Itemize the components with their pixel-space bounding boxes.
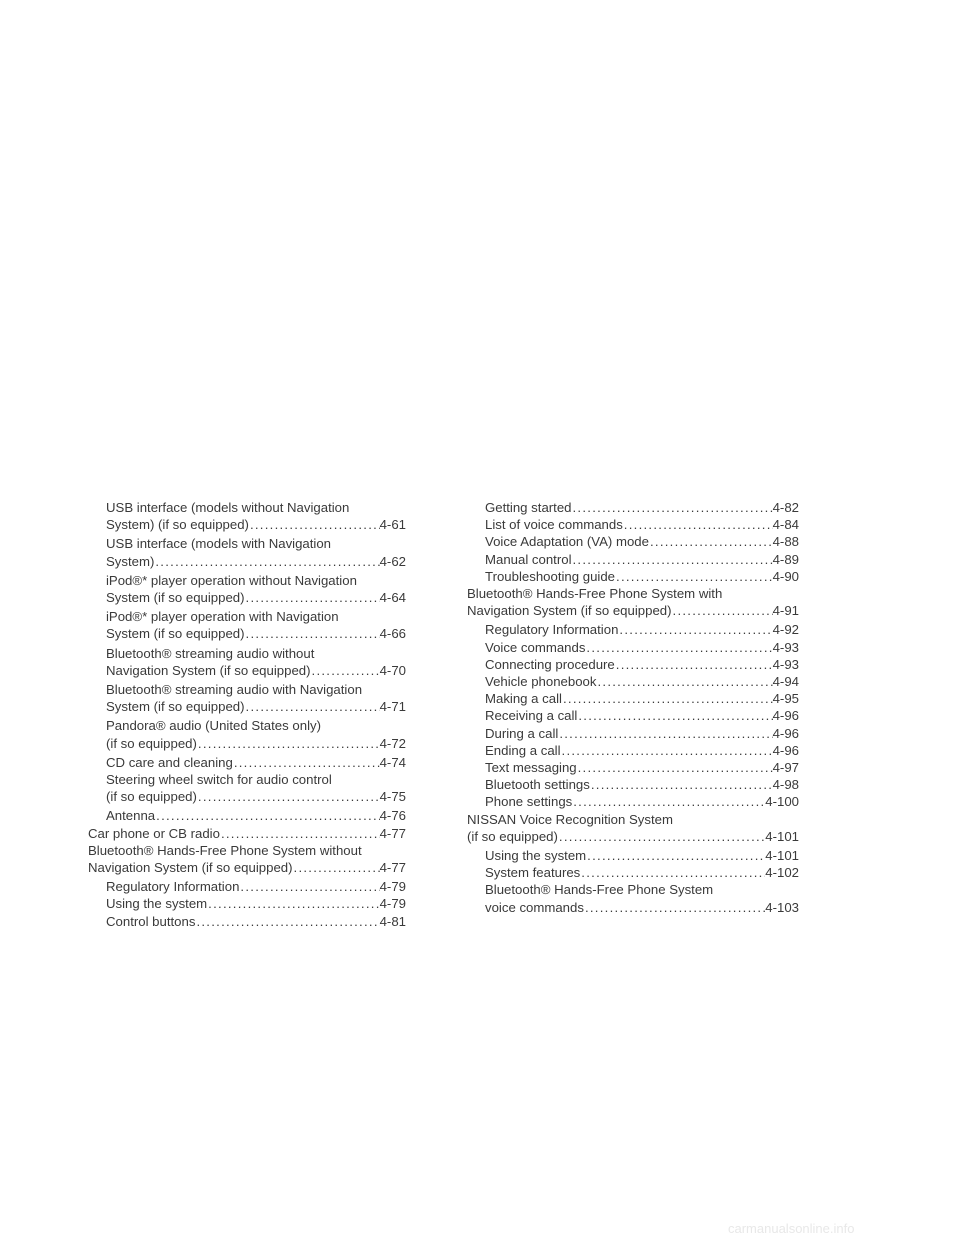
toc-page-number: 4-92: [772, 622, 799, 638]
toc-page-number: 4-77: [379, 860, 406, 876]
toc-entry-title-line: Pandora® audio (United States only): [106, 718, 321, 734]
toc-entry[interactable]: [88, 645, 406, 679]
dot-leader: [584, 899, 765, 916]
toc-entry-title: System): [106, 553, 155, 569]
toc-entry-title: System (if so equipped): [106, 699, 245, 715]
toc-entry[interactable]: [88, 535, 406, 569]
toc-page-number: 4-89: [772, 551, 799, 567]
toc-entry-title: Voice Adaptation (VA) mode: [485, 534, 649, 550]
toc-entry[interactable]: [88, 717, 406, 751]
toc-entry-title: Ending a call: [485, 742, 561, 758]
dot-leader: [572, 793, 765, 810]
toc-entry-title-line: Bluetooth® Hands-Free Phone System without: [88, 842, 362, 858]
toc-page-number: 4-62: [379, 553, 406, 569]
toc-entry[interactable]: [467, 585, 799, 619]
toc-entry[interactable]: [88, 842, 406, 876]
toc-entry[interactable]: [467, 759, 799, 776]
toc-entry-title: System) (if so equipped): [106, 517, 249, 533]
toc-entry-title-line: Bluetooth® streaming audio without: [106, 645, 315, 661]
dot-leader: [615, 656, 773, 673]
toc-entry[interactable]: [88, 913, 406, 930]
toc-entry[interactable]: [467, 707, 799, 724]
toc-entry-title: Car phone or CB radio: [88, 825, 220, 841]
toc-entry[interactable]: [88, 754, 406, 771]
dot-leader: [245, 589, 380, 606]
dot-leader: [293, 859, 380, 876]
dot-leader: [197, 735, 380, 752]
toc-entry-title-line: Bluetooth® Hands-Free Phone System: [485, 882, 714, 898]
toc-entry[interactable]: [467, 811, 799, 845]
toc-page-number: 4-90: [772, 568, 799, 584]
dot-leader: [572, 551, 773, 568]
toc-entry-title-line: Bluetooth® streaming audio with Navigation: [106, 682, 363, 698]
toc-entry[interactable]: [467, 725, 799, 742]
toc-entry-title: Making a call: [485, 691, 562, 707]
toc-page-number: 4-103: [765, 899, 799, 915]
toc-page-number: 4-61: [379, 517, 406, 533]
dot-leader: [649, 533, 773, 550]
toc-entry-title-line: USB interface (models with Navigation: [106, 536, 332, 552]
toc-entry-title: Navigation System (if so equipped): [467, 603, 672, 619]
toc-column-right: [467, 499, 799, 918]
toc-page-number: 4-96: [772, 742, 799, 758]
dot-leader: [245, 625, 380, 642]
toc-entry[interactable]: [88, 572, 406, 606]
toc-entry[interactable]: [88, 681, 406, 715]
toc-entry[interactable]: [467, 847, 799, 864]
toc-entry[interactable]: [467, 621, 799, 638]
toc-page-number: 4-82: [772, 500, 799, 515]
toc-entry-title: System (if so equipped): [106, 626, 245, 642]
toc-entry-title: CD care and cleaning: [106, 754, 233, 770]
toc-entry-title: Navigation System (if so equipped): [106, 662, 311, 678]
toc-entry-title: Voice commands: [485, 639, 586, 655]
toc-entry-title-line: iPod®* player operation without Navigation: [106, 572, 357, 588]
dot-leader: [577, 707, 772, 724]
toc-entry[interactable]: [467, 551, 799, 568]
dot-leader: [245, 698, 380, 715]
dot-leader: [577, 759, 773, 776]
watermark-text: carmanualsonline.info: [728, 1221, 855, 1236]
toc-entry-title: Connecting procedure: [485, 656, 615, 672]
toc-entry-title-line: Bluetooth® Hands-Free Phone System with: [467, 586, 723, 602]
toc-page-number: 4-97: [772, 760, 799, 776]
dot-leader: [220, 825, 380, 842]
toc-page-number: 4-66: [379, 626, 406, 642]
toc-entry-title: During a call: [485, 725, 559, 741]
toc-entry-title: Control buttons: [106, 913, 196, 929]
toc-entry[interactable]: [88, 608, 406, 642]
toc-entry[interactable]: [467, 690, 799, 707]
dot-leader: [586, 847, 765, 864]
toc-page-number: 4-71: [379, 699, 406, 715]
toc-entry-title: (if so equipped): [106, 789, 197, 805]
toc-entry[interactable]: [88, 825, 406, 842]
toc-page-number: 4-102: [765, 865, 799, 881]
dot-leader: [195, 913, 379, 930]
toc-entry[interactable]: [467, 639, 799, 656]
toc-page-number: 4-94: [772, 674, 799, 690]
toc-entry-title: Regulatory Information: [106, 879, 240, 895]
toc-entry[interactable]: [88, 807, 406, 824]
dot-leader: [561, 742, 773, 759]
toc-entry-title: (if so equipped): [106, 735, 197, 751]
dot-leader: [618, 621, 772, 638]
toc-page-number: 4-76: [379, 808, 406, 824]
dot-leader: [558, 828, 765, 845]
dot-leader: [311, 662, 380, 679]
dot-leader: [672, 602, 773, 619]
toc-page-number: 4-96: [772, 708, 799, 724]
toc-column-left: [88, 499, 406, 930]
toc-entry-title: Using the system: [485, 848, 587, 864]
toc-entry-title: Navigation System (if so equipped): [88, 860, 293, 876]
toc-page-number: 4-96: [772, 725, 799, 741]
toc-entry-title: Using the system: [106, 896, 208, 912]
dot-leader: [558, 725, 772, 742]
toc-entry-title: Regulatory Information: [485, 622, 619, 638]
toc-entry[interactable]: [467, 656, 799, 673]
toc-page-number: 4-81: [379, 913, 406, 929]
toc-page-number: 4-88: [772, 534, 799, 550]
dot-leader: [585, 639, 772, 656]
toc-entry[interactable]: [88, 499, 406, 533]
toc-page-number: 4-70: [379, 662, 406, 678]
toc-entry[interactable]: [467, 776, 799, 793]
toc-entry-title: voice commands: [485, 899, 584, 915]
toc-page-number: 4-79: [379, 879, 406, 895]
toc-entry-title: Troubleshooting guide: [485, 568, 616, 584]
toc-entry-title: Bluetooth settings: [485, 777, 590, 793]
dot-leader: [580, 864, 765, 881]
toc-page-number: 4-64: [379, 590, 406, 606]
toc-page-number: 4-74: [379, 754, 406, 770]
toc-entry[interactable]: [467, 568, 799, 585]
toc-entry-title: Vehicle phonebook: [485, 674, 597, 690]
dot-leader: [249, 516, 380, 533]
toc-page-number: 4-91: [772, 603, 799, 619]
toc-entry-title: Receiving a call: [485, 708, 578, 724]
toc-page-number: 4-93: [772, 639, 799, 655]
toc-entry-title: Getting started: [485, 500, 572, 515]
toc-entry-title: (if so equipped): [467, 828, 558, 844]
toc-entry[interactable]: [467, 533, 799, 550]
toc-entry[interactable]: [467, 864, 799, 881]
toc-entry[interactable]: [88, 895, 406, 912]
toc-page-number: 4-101: [765, 848, 799, 864]
dot-leader: [562, 690, 773, 707]
dot-leader: [197, 788, 380, 805]
toc-entry-title-line: NISSAN Voice Recognition System: [467, 811, 673, 827]
toc-entry[interactable]: [88, 878, 406, 895]
toc-entry[interactable]: [467, 742, 799, 759]
dot-leader: [154, 553, 379, 570]
toc-entry[interactable]: [467, 499, 799, 516]
dot-leader: [572, 499, 773, 516]
toc-page-number: 4-84: [772, 517, 799, 533]
toc-page-number: 4-95: [772, 691, 799, 707]
toc-entry-title: Antenna: [106, 808, 156, 824]
dot-leader: [590, 776, 773, 793]
toc-entry-title-line: iPod®* player operation with Navigation: [106, 609, 339, 625]
toc-page-number: 4-100: [765, 794, 799, 810]
toc-entry-title: System (if so equipped): [106, 590, 245, 606]
dot-leader: [615, 568, 773, 585]
toc-entry-title: Manual control: [485, 551, 572, 567]
toc-page-number: 4-101: [765, 828, 799, 844]
toc-page-number: 4-72: [379, 735, 406, 751]
toc-entry-title: List of voice commands: [485, 517, 623, 533]
toc-entry-title: Phone settings: [485, 794, 573, 810]
toc-entry[interactable]: [467, 793, 799, 810]
toc-entry-title-line: Steering wheel switch for audio control: [106, 772, 332, 788]
dot-leader: [233, 754, 380, 771]
toc-entry-title: System features: [485, 865, 581, 881]
toc-page-number: 4-75: [379, 789, 406, 805]
toc-entry[interactable]: [88, 771, 406, 805]
dot-leader: [596, 673, 772, 690]
toc-page-number: 4-79: [379, 896, 406, 912]
toc-entry[interactable]: [467, 673, 799, 690]
dot-leader: [155, 807, 379, 824]
toc-page-number: 4-77: [379, 825, 406, 841]
toc-entry[interactable]: [467, 881, 799, 915]
toc-entry-title: Text messaging: [485, 760, 577, 776]
toc-entry-title-line: USB interface (models without Navigation: [106, 500, 350, 515]
toc-page-number: 4-98: [772, 777, 799, 793]
dot-leader: [239, 878, 379, 895]
toc-entry[interactable]: [467, 516, 799, 533]
dot-leader: [623, 516, 773, 533]
dot-leader: [207, 895, 379, 912]
toc-page-number: 4-93: [772, 656, 799, 672]
